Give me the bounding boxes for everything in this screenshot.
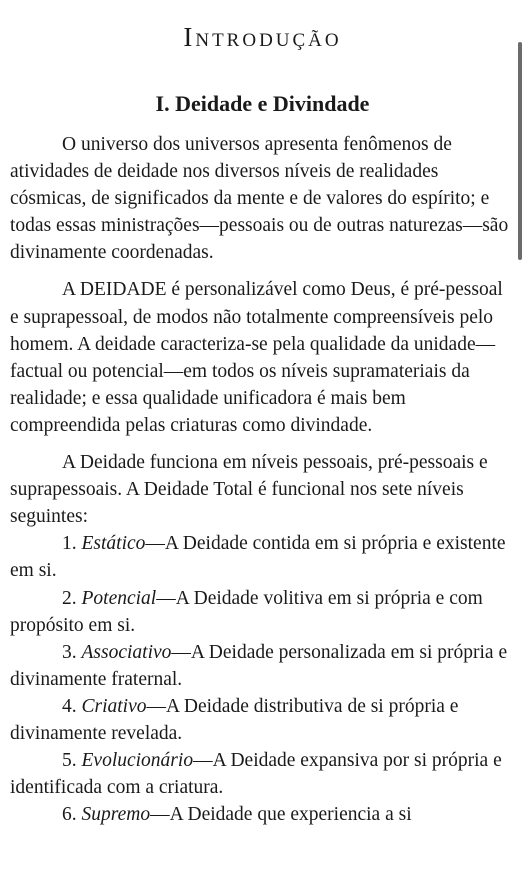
list-text: —A Deidade que experiencia a si	[150, 804, 412, 826]
list-number: 3.	[62, 641, 77, 663]
list-item	[10, 801, 515, 828]
list-term: Potencial	[81, 587, 157, 609]
paragraph: A DEIDADE é personalizável como Deus, é pré-pessoal e suprapessoal, de modos não totalmente compreensíveis pelo homem. A deidade caracteriza-se pela qualidade da unidade—factual ou potencial—em todos os níveis supramateriais da realidade; e essa qualidade unificadora é mais bem compreendida pelas criaturas como divindade.	[10, 279, 503, 436]
list-term: Evolucionário	[81, 750, 194, 772]
list-text: —A Deidade personalizada em si própria e divinamente fraternal.	[10, 641, 508, 690]
list-number: 5.	[62, 750, 77, 772]
list-term: Associativo	[81, 641, 172, 663]
chapter-title: Introdução	[183, 22, 342, 53]
list-number: 1.	[62, 533, 77, 555]
paragraph: A Deidade funciona em níveis pessoais, pré-pessoais e suprapessoais. A Deidade Total é funcional nos sete níveis seguintes:	[10, 452, 488, 528]
list-text: —A Deidade expansiva por si própria e identificada com a criatura.	[10, 750, 502, 799]
paragraph: O universo dos universos apresenta fenômenos de atividades de deidade nos diversos níveis de realidades cósmicas, de significados da mente e de valores do espírito; e todas essas ministrações—pessoais ou de outras naturezas—são divinamente coordenadas.	[10, 134, 509, 264]
list-number: 4.	[62, 695, 77, 717]
section-heading: I. Deidade e Divindade	[155, 91, 370, 117]
list-text: —A Deidade volitiva em si própria e com propósito em si.	[10, 587, 483, 636]
list-term: Criativo	[81, 695, 147, 717]
list-item	[10, 530, 515, 584]
list-item	[10, 747, 515, 801]
list-item	[10, 639, 515, 693]
list-text: —A Deidade contida em si própria e existente em si.	[10, 533, 506, 582]
list-term: Supremo	[81, 804, 151, 826]
body-text	[10, 131, 515, 828]
list-item	[10, 693, 515, 747]
list-item	[10, 585, 515, 639]
vertical-scrollbar[interactable]	[518, 42, 522, 260]
list-term: Estático	[81, 533, 146, 555]
list-text: —A Deidade distributiva de si própria e divinamente revelada.	[10, 695, 459, 744]
list-number: 2.	[62, 587, 77, 609]
list-number: 6.	[62, 804, 77, 826]
